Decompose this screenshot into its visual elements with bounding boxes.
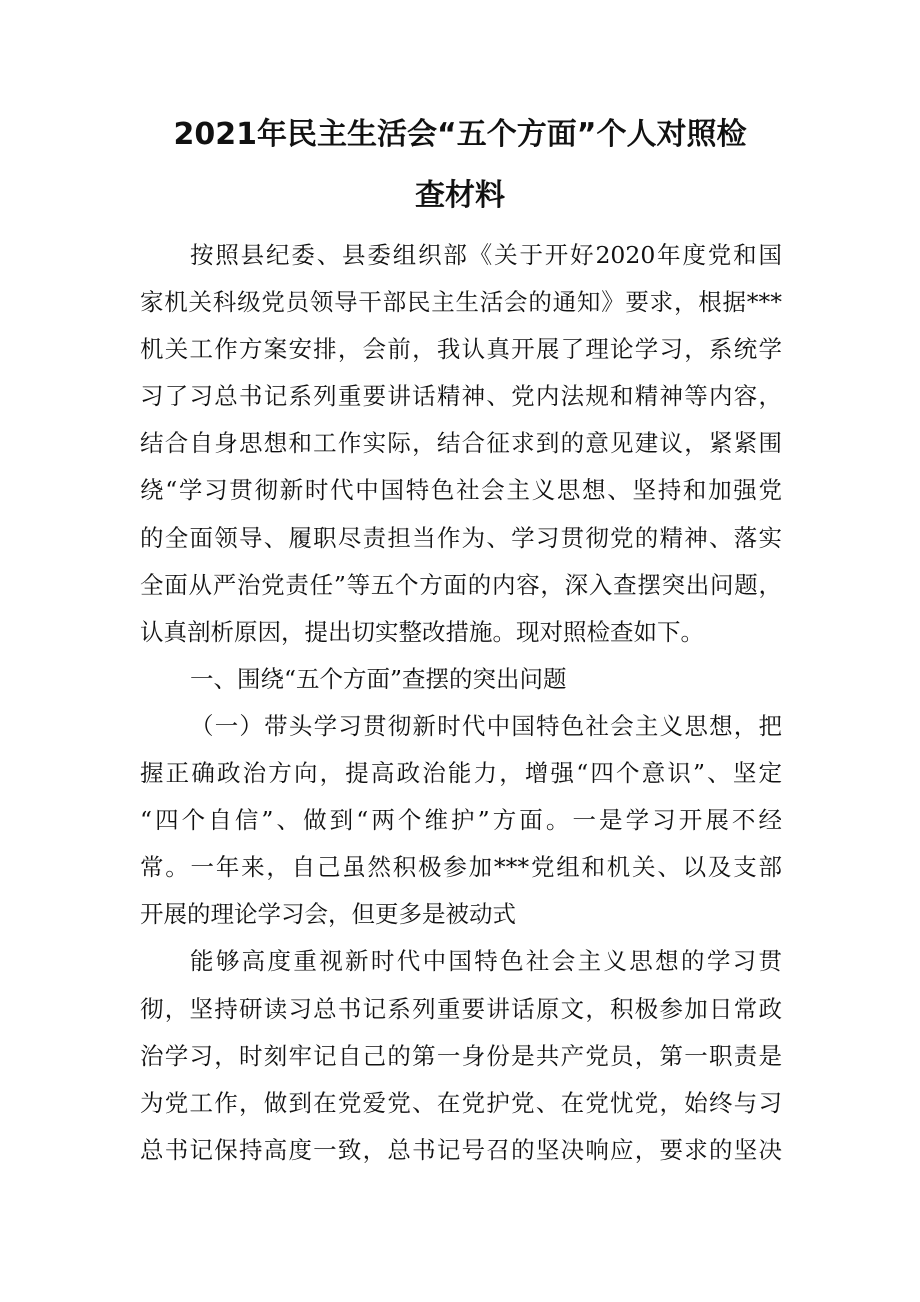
body-line: 习了习总书记系列重要讲话精神、党内法规和精神等内容， [140, 382, 782, 411]
section-heading: 一、围绕“五个方面”查摆的突出问题 [190, 664, 567, 693]
body-line: 的全面领导、履职尽责担当作为、学习贯彻党的精神、落实 [140, 523, 782, 552]
body-line: 家机关科级党员领导干部民主生活会的通知》要求，根据*** [140, 288, 782, 317]
body-line: 彻，坚持研读习总书记系列重要讲话原文，积极参加日常政 [140, 994, 782, 1023]
body-line: 为党工作，做到在党爱党、在党护党、在党忧党，始终与习 [140, 1088, 782, 1117]
body-line: 常。一年来，自己虽然积极参加***党组和机关、以及支部 [140, 853, 782, 882]
body-line: 总书记保持高度一致，总书记号召的坚决响应，要求的坚决 [140, 1135, 782, 1164]
body-line: 全面从严治党责任”等五个方面的内容，深入查摆突出问题， [140, 570, 782, 599]
document-body [140, 232, 782, 1174]
body-line: 结合自身思想和工作实际，结合征求到的意见建议，紧紧围 [140, 429, 782, 458]
body-line: 治学习，时刻牢记自己的第一身份是共产党员，第一职责是 [140, 1041, 782, 1070]
body-line: 按照县纪委、县委组织部《关于开好2020年度党和国 [190, 241, 782, 269]
document-title-line-2: 查材料 [415, 178, 505, 213]
subsection-heading-line: （一）带头学习贯彻新时代中国特色社会主义思想，把 [190, 711, 782, 740]
body-line: 认真剖析原因，提出切实整改措施。现对照检查如下。 [140, 617, 704, 646]
body-line: “四个自信”、做到“两个维护”方面。一是学习开展不经 [140, 806, 782, 835]
body-line: 握正确政治方向，提高政治能力，增强“四个意识”、坚定 [140, 759, 782, 788]
body-line: 绕“学习贯彻新时代中国特色社会主义思想、坚持和加强党 [140, 476, 782, 505]
body-line: 开展的理论学习会，但更多是被动式 [140, 900, 516, 929]
document-title-line-1: 2021年民主生活会“五个方面”个人对照检 [173, 117, 747, 152]
body-line: 机关工作方案安排，会前，我认真开展了理论学习，系统学 [140, 335, 782, 364]
body-line: 能够高度重视新时代中国特色社会主义思想的学习贯 [190, 947, 782, 976]
